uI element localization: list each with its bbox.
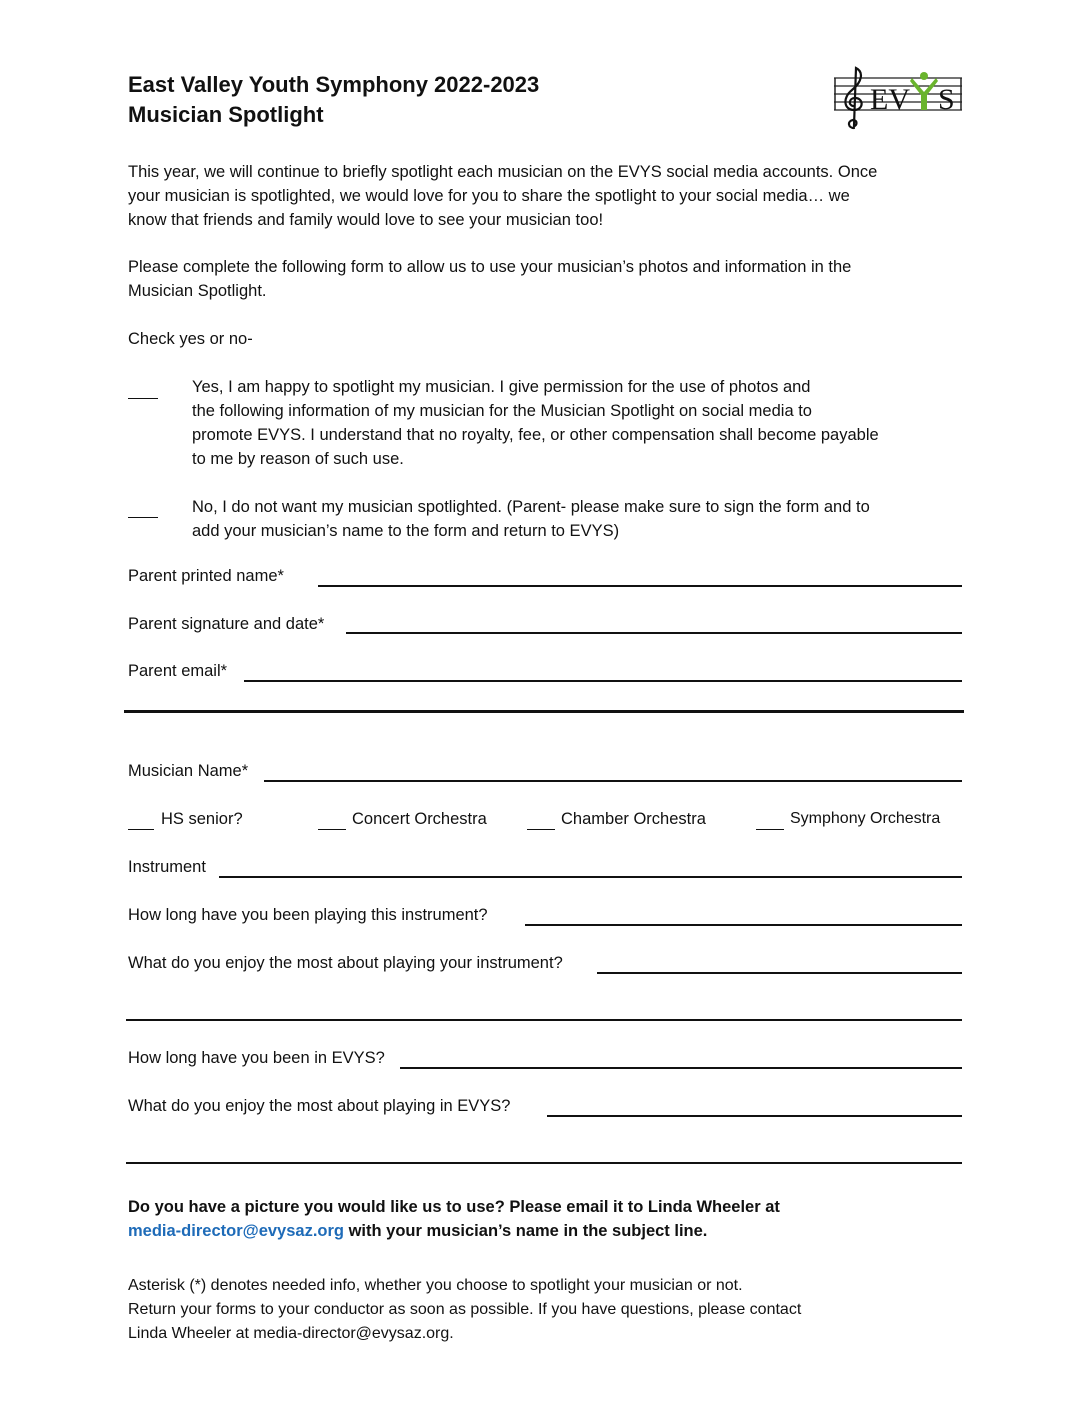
no-checkbox-blank[interactable]	[128, 503, 158, 518]
yes-option-text	[192, 375, 952, 471]
check-instruction: Check yes or no-	[128, 330, 253, 348]
parent-signature-label: Parent signature and date*	[128, 615, 325, 633]
how-long-instrument-field[interactable]	[525, 924, 962, 926]
how-long-evys-label: How long have you been in EVYS?	[128, 1049, 385, 1067]
title-line-2: Musician Spotlight	[128, 102, 324, 127]
parent-printed-name-field[interactable]	[318, 585, 962, 587]
section-divider	[124, 710, 964, 713]
how-long-evys-field[interactable]	[400, 1067, 962, 1069]
enjoy-instrument-field[interactable]	[597, 972, 962, 974]
intro-line: your musician is spotlighted, we would love for you to share the spotlight to your social media… we	[128, 187, 850, 205]
enjoy-instrument-field-line-2[interactable]	[126, 1019, 962, 1021]
page-title	[128, 70, 539, 130]
no-line: No, I do not want my musician spotlighted. (Parent- please make sure to sign the form and to	[192, 498, 870, 516]
picture-request-line-1: Do you have a picture you would like us to use? Please email it to Linda Wheeler at	[128, 1198, 780, 1216]
musician-name-field[interactable]	[264, 780, 962, 782]
yes-line: promote EVYS. I understand that no royalty, fee, or other compensation shall become payable	[192, 426, 879, 444]
picture-request	[128, 1195, 988, 1243]
enjoy-instrument-label: What do you enjoy the most about playing your instrument?	[128, 954, 563, 972]
hs-senior-label: HS senior?	[161, 810, 243, 828]
title-line-1: East Valley Youth Symphony 2022-2023	[128, 72, 540, 97]
enjoy-evys-field-line-2[interactable]	[126, 1162, 962, 1164]
yes-line: the following information of my musician for the Musician Spotlight on social media to	[192, 402, 812, 420]
enjoy-evys-field[interactable]	[547, 1115, 962, 1117]
hs-senior-checkbox[interactable]	[128, 816, 154, 830]
yes-line: to me by reason of such use.	[192, 450, 404, 468]
footer-line: Return your forms to your conductor as soon as possible. If you have questions, please contact	[128, 1301, 802, 1318]
instructions-line: Musician Spotlight.	[128, 282, 267, 300]
enjoy-evys-label: What do you enjoy the most about playing in EVYS?	[128, 1097, 511, 1115]
instrument-field[interactable]	[219, 876, 962, 878]
evys-logo	[834, 64, 962, 134]
yes-line: Yes, I am happy to spotlight my musician. I give permission for the use of photos and	[192, 378, 811, 396]
svg-text:S: S	[938, 83, 955, 116]
parent-signature-field[interactable]	[346, 632, 962, 634]
parent-printed-name-label: Parent printed name*	[128, 567, 284, 585]
yes-checkbox-blank[interactable]	[128, 384, 158, 399]
symphony-orchestra-label: Symphony Orchestra	[790, 810, 941, 827]
no-line: add your musician’s name to the form and return to EVYS)	[192, 522, 620, 540]
footer-notes	[128, 1274, 988, 1346]
logo-text: EV	[870, 83, 910, 116]
instructions-line: Please complete the following form to allow us to use your musician’s photos and information in the	[128, 258, 852, 276]
footer-line: Linda Wheeler at media-director@evysaz.org.	[128, 1325, 454, 1342]
concert-orchestra-checkbox[interactable]	[318, 816, 346, 830]
media-director-email-link[interactable]: media-director@evysaz.org	[128, 1222, 344, 1240]
chamber-orchestra-label: Chamber Orchestra	[561, 810, 706, 828]
how-long-instrument-label: How long have you been playing this instrument?	[128, 906, 488, 924]
picture-request-line-2	[128, 1219, 988, 1243]
picture-request-line-2-rest: with your musician’s name in the subject line.	[344, 1222, 708, 1240]
musician-name-label: Musician Name*	[128, 762, 249, 780]
symphony-orchestra-checkbox[interactable]	[756, 816, 784, 830]
parent-email-field[interactable]	[244, 680, 962, 682]
chamber-orchestra-checkbox[interactable]	[527, 816, 555, 830]
intro-line: know that friends and family would love to see your musician too!	[128, 211, 604, 229]
intro-paragraph	[128, 160, 948, 232]
instrument-label: Instrument	[128, 858, 206, 876]
no-option-text	[192, 495, 952, 543]
instructions-paragraph	[128, 255, 948, 303]
parent-email-label: Parent email*	[128, 662, 228, 680]
evys-logo-graphic	[834, 64, 962, 134]
intro-line: This year, we will continue to briefly spotlight each musician on the EVYS social media accounts. Once	[128, 163, 878, 181]
footer-line: Asterisk (*) denotes needed info, whether you choose to spotlight your musician or not.	[128, 1277, 743, 1294]
concert-orchestra-label: Concert Orchestra	[352, 810, 487, 828]
